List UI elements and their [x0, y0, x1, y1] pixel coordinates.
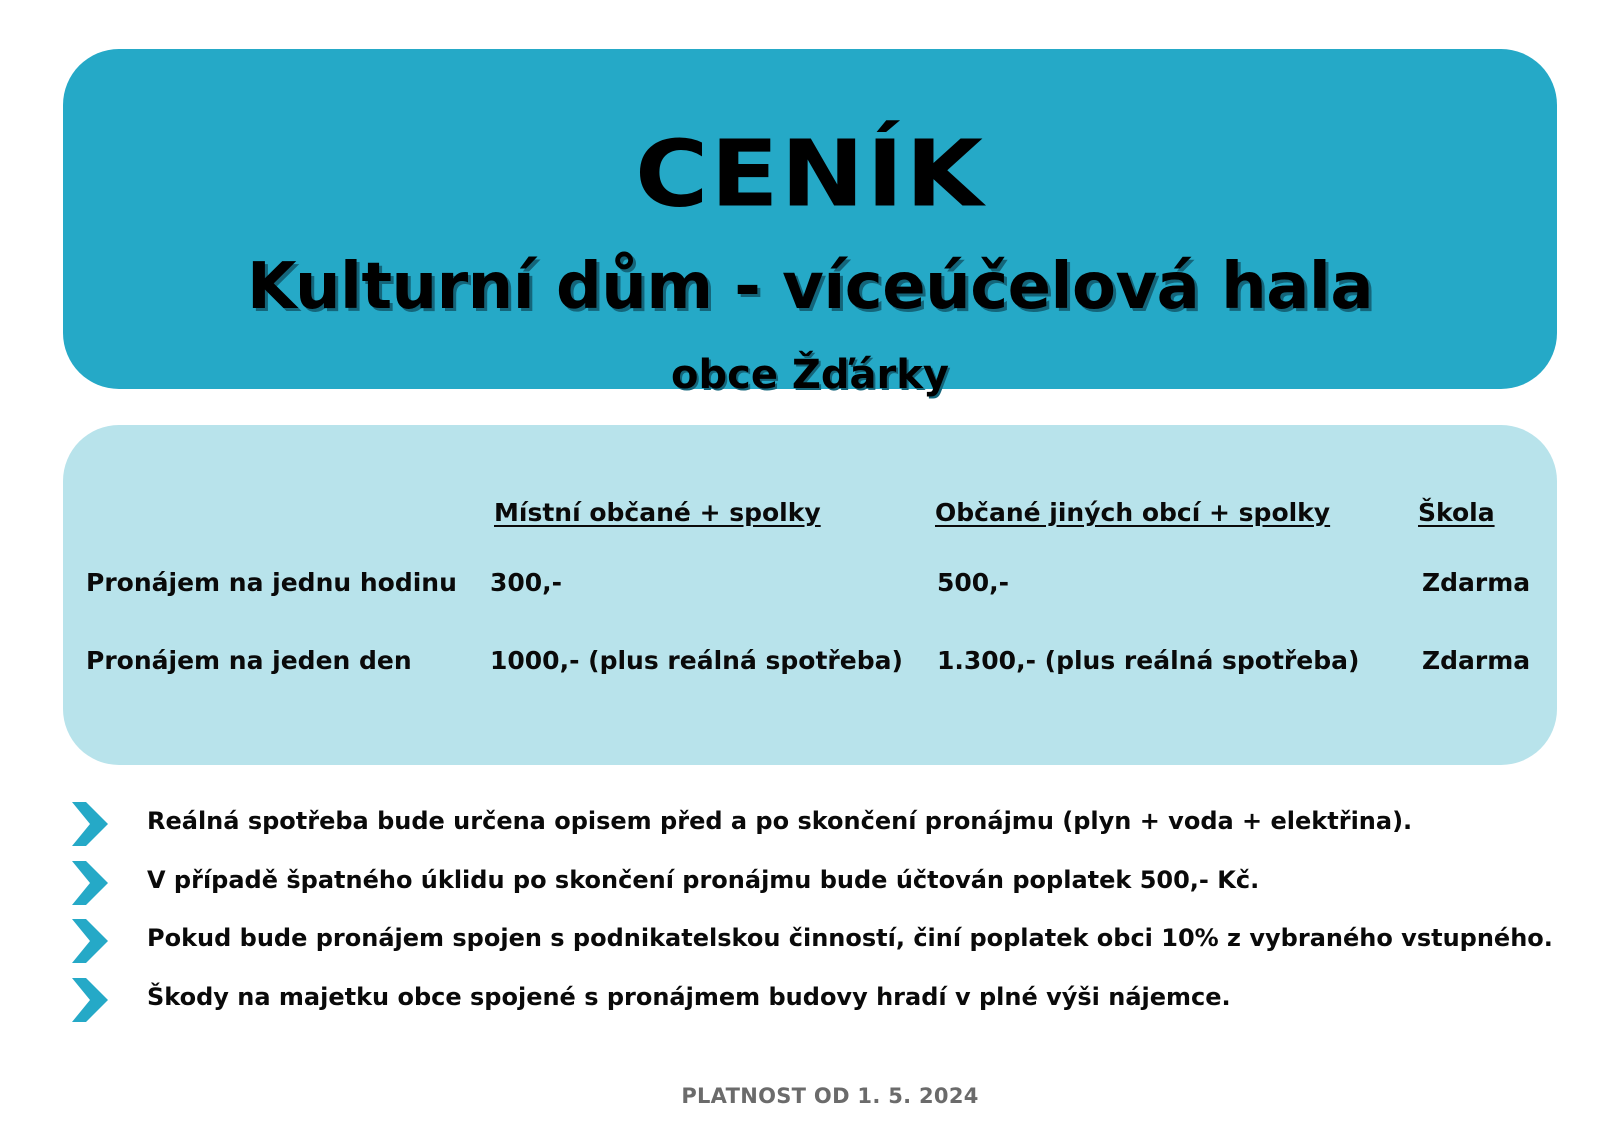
- page-subtitle: Kulturní dům - víceúčelová hala: [246, 250, 1374, 324]
- price-day-school: Zdarma: [1422, 646, 1531, 675]
- note-text: Reálná spotřeba bude určena opisem před a po skončení pronájmu (plyn + voda + elektřina).: [147, 807, 1413, 835]
- row-label-hour: Pronájem na jednu hodinu: [86, 568, 457, 597]
- chevron-right-icon: [72, 978, 108, 1022]
- notes-list: [72, 800, 1572, 1034]
- column-header-local: Místní občané + spolky: [494, 498, 821, 527]
- page-subtitle-municipality: obce Žďárky: [671, 352, 949, 398]
- note-text: Škody na majetku obce spojené s pronájmem budovy hradí v plné výši nájemce.: [147, 982, 1231, 1011]
- price-day-local: 1000,- (plus reálná spotřeba): [490, 646, 903, 675]
- list-item: [72, 917, 1572, 976]
- chevron-right-icon: [72, 919, 108, 963]
- price-hour-school: Zdarma: [1422, 568, 1531, 597]
- column-header-school: Škola: [1418, 498, 1495, 527]
- row-label-day: Pronájem na jeden den: [86, 646, 412, 675]
- price-day-other: 1.300,- (plus reálná spotřeba): [937, 646, 1360, 675]
- note-text: V případě špatného úklidu po skončení pronájmu bude účtován poplatek 500,- Kč.: [147, 865, 1260, 894]
- note-text: Pokud bude pronájem spojen s podnikatelskou činností, činí poplatek obci 10% z vybraného vstupného.: [147, 924, 1553, 952]
- list-item: [72, 800, 1572, 859]
- list-item: [72, 859, 1572, 918]
- chevron-right-icon: [72, 802, 108, 846]
- column-header-other: Občané jiných obcí + spolky: [935, 498, 1331, 527]
- price-table: [63, 425, 1557, 765]
- header-banner: [63, 49, 1557, 398]
- price-hour-local: 300,-: [490, 568, 563, 597]
- page-title: CENÍK: [634, 119, 986, 228]
- list-item: [72, 976, 1572, 1035]
- chevron-right-icon: [72, 861, 108, 905]
- price-hour-other: 500,-: [937, 568, 1010, 597]
- validity-footer: PLATNOST OD 1. 5. 2024: [681, 1084, 979, 1108]
